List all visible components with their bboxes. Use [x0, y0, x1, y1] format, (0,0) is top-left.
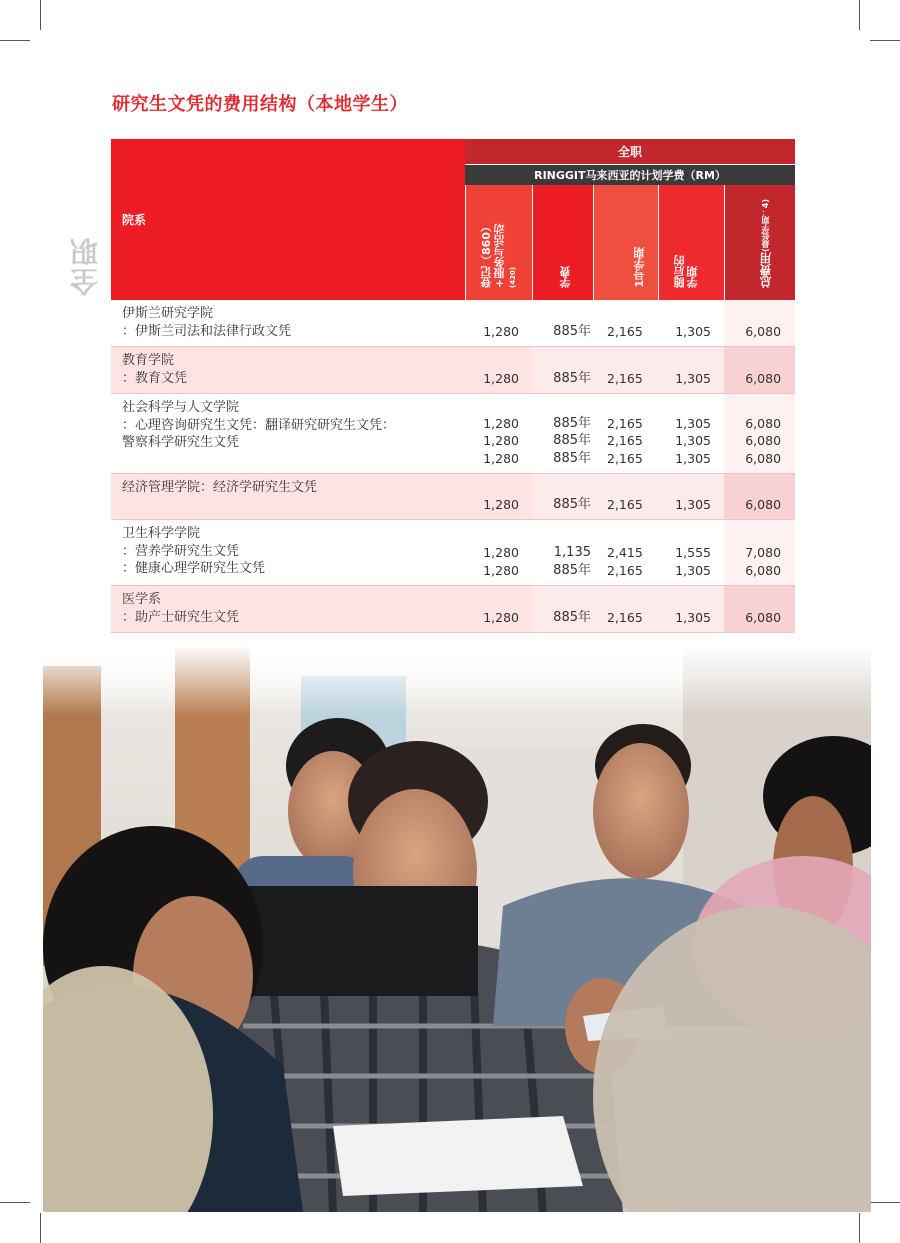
semester-1-cell	[593, 300, 658, 347]
header-total-fees: 总费用(最低学期：4)	[724, 185, 795, 300]
department-cell-value: ：伊斯兰司法和法律行政文凭	[122, 323, 292, 339]
subsequent-semester-cell	[658, 347, 724, 394]
department-cell-value: 医学系	[122, 592, 162, 607]
crop-mark	[870, 1202, 900, 1203]
department-cell-value: 警察科学研究生文凭	[122, 435, 240, 450]
tuition-cell-value: 885年	[553, 609, 591, 625]
total-fees-cell-value: 6,080	[745, 433, 782, 448]
registration-cell-value: 1,280	[483, 323, 519, 339]
subsequent-semester-cell	[658, 300, 724, 347]
total-fees-cell-value: 6,080	[745, 450, 782, 466]
department-cell	[111, 520, 465, 586]
tuition-cell	[532, 300, 593, 347]
subsequent-semester-cell	[658, 520, 724, 586]
tuition-cell-value: 885年	[553, 450, 591, 466]
total-fees-cell	[724, 474, 795, 520]
total-fees-cell-value: 6,080	[745, 496, 782, 512]
tuition-cell-value: 885年	[553, 323, 591, 339]
registration-cell-value: 1,280	[483, 370, 519, 386]
registration-cell-value: 1,280	[483, 545, 519, 560]
semester-1-cell-value: 2,165	[607, 496, 643, 512]
header-full-time: 全职	[465, 139, 795, 165]
table-row	[111, 520, 795, 586]
crop-mark	[870, 40, 900, 41]
department-cell-value: 卫生科学学院	[122, 526, 201, 541]
crop-mark	[40, 1213, 41, 1243]
header-department: 院系	[111, 139, 465, 300]
semester-1-cell-value: 2,165	[607, 415, 643, 431]
header-subsequent-semester: 随后的 学期	[658, 185, 724, 300]
total-fees-cell	[724, 394, 795, 474]
subsequent-semester-cell-value: 1,305	[675, 562, 711, 578]
header-tuition: 学费	[532, 185, 593, 300]
semester-1-cell-value: 2,165	[607, 323, 643, 339]
tuition-cell-value: 885年	[553, 496, 591, 512]
total-fees-cell-value: 7,080	[745, 545, 782, 560]
department-cell	[111, 586, 465, 633]
semester-1-cell	[593, 586, 658, 633]
tuition-cell-value: 1,135	[553, 545, 591, 560]
table-row	[111, 347, 795, 394]
students-photo	[43, 646, 871, 1212]
header-registration: 登记（860） +服务与活动 (420)	[465, 185, 532, 300]
total-fees-cell-value: 6,080	[745, 323, 782, 339]
semester-1-cell-value: 2,165	[607, 562, 643, 578]
registration-cell	[465, 520, 532, 586]
subsequent-semester-cell-value: 1,305	[675, 323, 711, 339]
total-fees-cell	[724, 586, 795, 633]
department-cell-value: 社会科学与人文学院	[122, 400, 240, 415]
department-cell	[111, 347, 465, 394]
registration-cell-value: 1,280	[483, 496, 519, 512]
crop-mark	[0, 40, 30, 41]
semester-1-cell	[593, 474, 658, 520]
department-cell-value: 经济管理学院：经济学研究生文凭	[122, 480, 318, 495]
tuition-cell-value: 885年	[553, 415, 591, 431]
tuition-cell-value: 885年	[553, 433, 591, 448]
department-cell-value: ：助产士研究生文凭	[122, 609, 240, 625]
subsequent-semester-cell-value: 1,305	[675, 450, 711, 466]
registration-cell-value: 1,280	[483, 562, 519, 578]
subsequent-semester-cell-value: 1,305	[675, 433, 711, 448]
registration-cell-value: 1,280	[483, 609, 519, 625]
semester-1-cell	[593, 394, 658, 474]
total-fees-cell	[724, 520, 795, 586]
subsequent-semester-cell	[658, 474, 724, 520]
department-cell-value: 伊斯兰研究学院	[122, 306, 214, 321]
department-cell-value: ：营养学研究生文凭	[122, 543, 240, 559]
subsequent-semester-cell-value: 1,305	[675, 415, 711, 431]
registration-cell	[465, 586, 532, 633]
subsequent-semester-cell-value: 1,555	[675, 545, 711, 560]
total-fees-cell-value: 6,080	[745, 415, 782, 431]
tuition-cell-value: 885年	[553, 370, 591, 386]
table-row	[111, 394, 795, 474]
table-row	[111, 300, 795, 347]
subsequent-semester-cell-value: 1,305	[675, 370, 711, 386]
department-cell	[111, 300, 465, 347]
total-fees-cell-value: 6,080	[745, 562, 782, 578]
header-semester-1: 1号学期	[593, 185, 658, 300]
department-cell-value: ：心理咨询研究生文凭：翻译研究研究生文凭：	[122, 417, 396, 433]
subsequent-semester-cell	[658, 586, 724, 633]
department-cell-value: 教育学院	[122, 353, 175, 368]
department-cell	[111, 474, 465, 520]
semester-1-cell-value: 2,165	[607, 450, 643, 466]
registration-cell	[465, 347, 532, 394]
tuition-cell	[532, 474, 593, 520]
total-fees-cell-value: 6,080	[745, 609, 782, 625]
registration-cell	[465, 300, 532, 347]
total-fees-cell	[724, 300, 795, 347]
department-cell-value: ：健康心理学研究生文凭	[122, 561, 266, 576]
subsequent-semester-cell	[658, 394, 724, 474]
department-cell-value: ：教育文凭	[122, 370, 188, 386]
subsequent-semester-cell-value: 1,305	[675, 609, 711, 625]
registration-cell	[465, 474, 532, 520]
header-planned-fees: RINGGIT马来西亚的计划学费（RM）	[465, 165, 795, 186]
total-fees-cell	[724, 347, 795, 394]
table-row	[111, 586, 795, 633]
semester-1-cell	[593, 347, 658, 394]
semester-1-cell-value: 2,415	[607, 545, 643, 560]
registration-cell-value: 1,280	[483, 450, 519, 466]
registration-cell-value: 1,280	[483, 415, 519, 431]
tuition-cell	[532, 394, 593, 474]
crop-mark	[0, 1202, 30, 1203]
tuition-cell	[532, 347, 593, 394]
department-cell	[111, 394, 465, 474]
semester-1-cell-value: 2,165	[607, 609, 643, 625]
subsequent-semester-cell-value: 1,305	[675, 496, 711, 512]
semester-1-cell-value: 2,165	[607, 433, 643, 448]
total-fees-cell-value: 6,080	[745, 370, 782, 386]
crop-mark	[859, 0, 860, 30]
registration-cell	[465, 394, 532, 474]
crop-mark	[859, 1213, 860, 1243]
tuition-cell-value: 885年	[553, 562, 591, 578]
table-row	[111, 474, 795, 520]
semester-1-cell	[593, 520, 658, 586]
semester-1-cell-value: 2,165	[607, 370, 643, 386]
page-title: 研究生文凭的费用结构（本地学生）	[112, 94, 408, 115]
tuition-cell	[532, 520, 593, 586]
tuition-cell	[532, 586, 593, 633]
side-label: 全职	[69, 236, 102, 296]
registration-cell-value: 1,280	[483, 433, 519, 448]
crop-mark	[40, 0, 41, 30]
fee-table	[111, 139, 795, 633]
